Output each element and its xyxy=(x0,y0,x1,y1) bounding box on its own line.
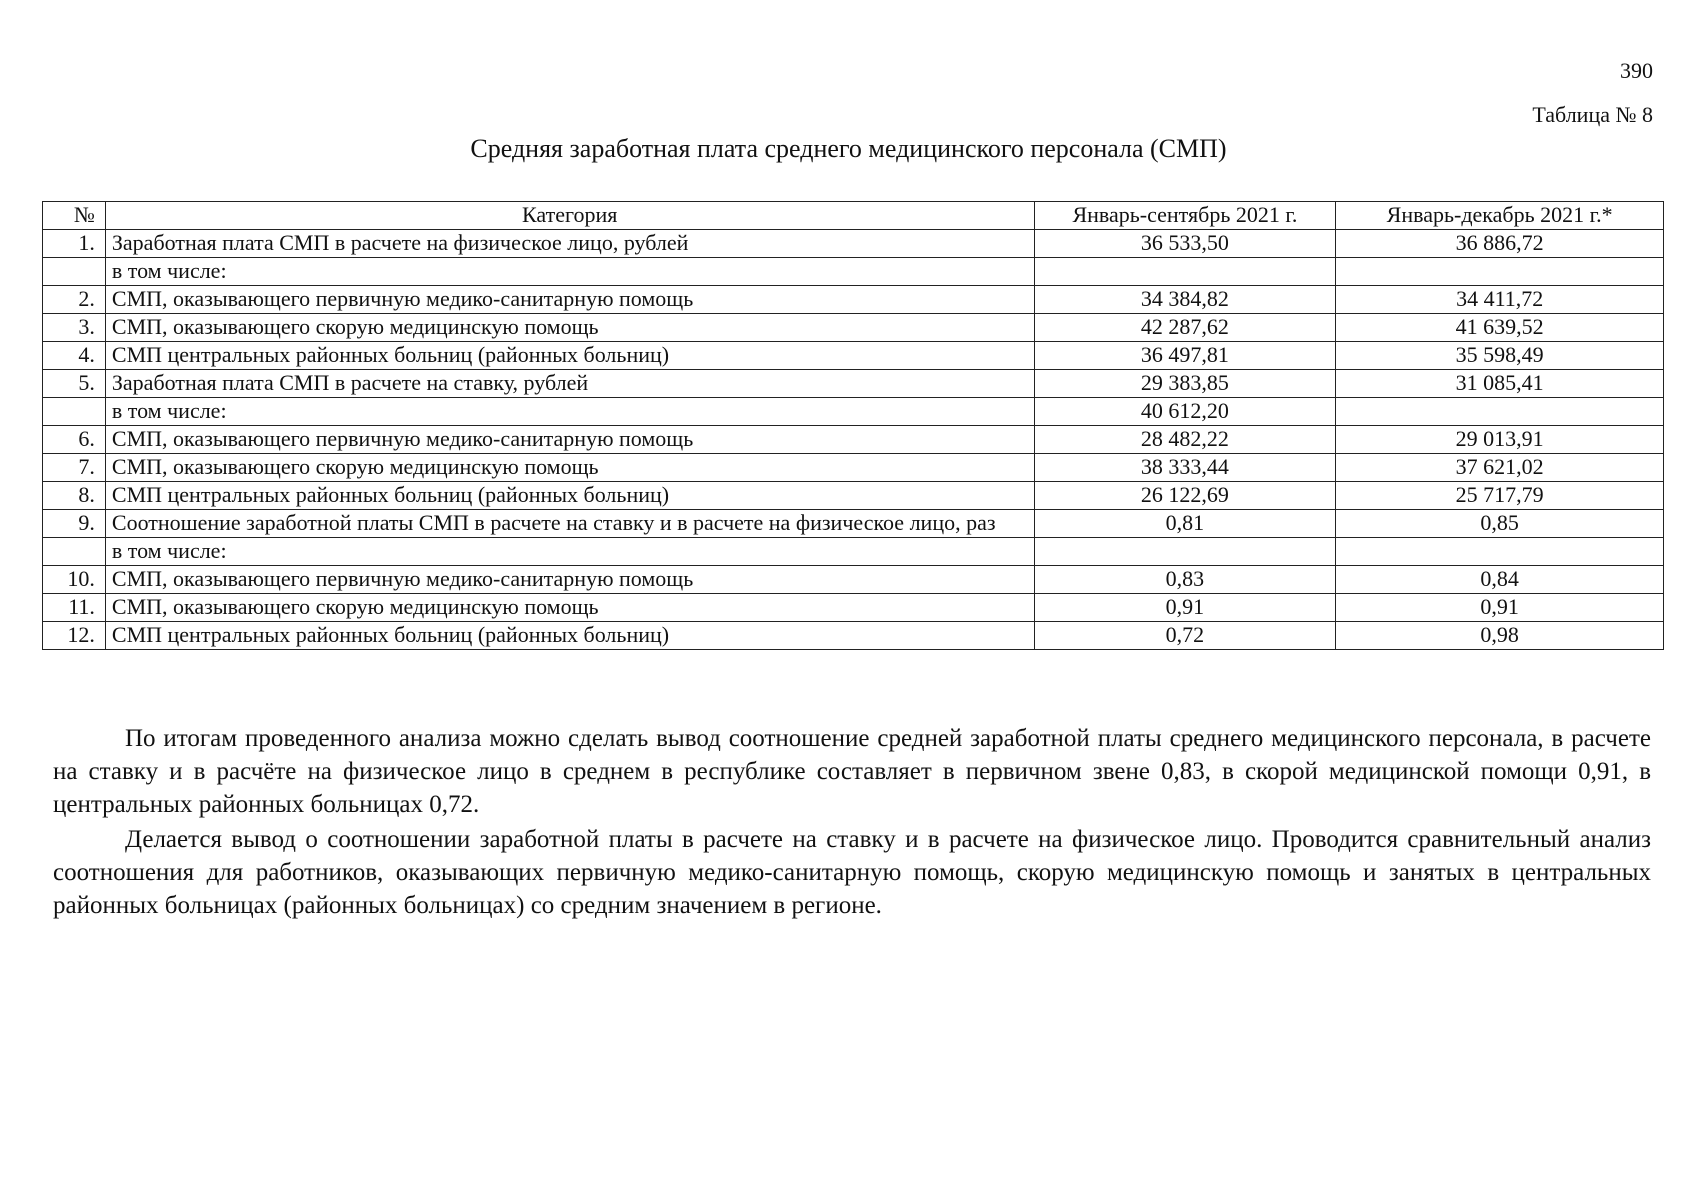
table-row xyxy=(43,398,1664,426)
salary-table xyxy=(42,201,1664,650)
row-number: 3. xyxy=(43,314,106,342)
analysis-text xyxy=(53,722,1651,924)
row-number xyxy=(43,258,106,286)
row-category: СМП центральных районных больниц (районных больниц) xyxy=(105,622,1034,650)
table-label: Таблица № 8 xyxy=(1532,102,1653,127)
row-value-jan-sep: 36 497,81 xyxy=(1034,342,1336,370)
row-value-jan-sep: 28 482,22 xyxy=(1034,426,1336,454)
row-value-jan-sep: 38 333,44 xyxy=(1034,454,1336,482)
row-value-jan-dec xyxy=(1336,398,1664,426)
row-category: в том числе: xyxy=(105,538,1034,566)
table-row xyxy=(43,370,1664,398)
table-row xyxy=(43,314,1664,342)
header-jan-sep: Январь-сентябрь 2021 г. xyxy=(1034,202,1336,230)
row-value-jan-dec: 25 717,79 xyxy=(1336,482,1664,510)
paragraph-comparison: Делается вывод о соотношении заработной платы в расчете на ставку и в расчете на физическое лицо. Проводится сравнительный анализ соотношения для работников, оказывающих первичную медико-санитарную помощь, скорую медицинскую помощь и занятых в центральных районных больницах (районных больницах) со средним значением в регионе. xyxy=(53,826,1651,919)
row-category: СМП, оказывающего первичную медико-санитарную помощь xyxy=(105,566,1034,594)
row-value-jan-sep xyxy=(1034,538,1336,566)
table-row xyxy=(43,622,1664,650)
page-number: 390 xyxy=(1620,58,1653,83)
row-value-jan-sep: 34 384,82 xyxy=(1034,286,1336,314)
table-row xyxy=(43,426,1664,454)
row-value-jan-sep: 40 612,20 xyxy=(1034,398,1336,426)
row-number: 12. xyxy=(43,622,106,650)
table-body xyxy=(43,230,1664,650)
document-title: Средняя заработная плата среднего медицинского персонала (СМП) xyxy=(470,134,1227,163)
row-category: СМП, оказывающего скорую медицинскую помощь xyxy=(105,454,1034,482)
row-category: СМП, оказывающего скорую медицинскую помощь xyxy=(105,594,1034,622)
header-number: № xyxy=(43,202,106,230)
row-value-jan-dec: 34 411,72 xyxy=(1336,286,1664,314)
table-row xyxy=(43,454,1664,482)
table-row xyxy=(43,482,1664,510)
table-row xyxy=(43,566,1664,594)
row-category: СМП центральных районных больниц (районных больниц) xyxy=(105,482,1034,510)
row-category: Заработная плата СМП в расчете на ставку, рублей xyxy=(105,370,1034,398)
row-value-jan-dec: 31 085,41 xyxy=(1336,370,1664,398)
row-value-jan-sep: 0,81 xyxy=(1034,510,1336,538)
row-value-jan-sep: 0,72 xyxy=(1034,622,1336,650)
row-value-jan-dec: 0,98 xyxy=(1336,622,1664,650)
row-category: Соотношение заработной платы СМП в расчете на ставку и в расчете на физическое лицо, раз xyxy=(105,510,1034,538)
row-value-jan-dec: 0,85 xyxy=(1336,510,1664,538)
row-number: 4. xyxy=(43,342,106,370)
header-jan-dec: Январь-декабрь 2021 г.* xyxy=(1336,202,1664,230)
row-category: СМП, оказывающего скорую медицинскую помощь xyxy=(105,314,1034,342)
row-number: 5. xyxy=(43,370,106,398)
row-value-jan-dec: 37 621,02 xyxy=(1336,454,1664,482)
row-value-jan-dec xyxy=(1336,538,1664,566)
table-row xyxy=(43,538,1664,566)
row-value-jan-sep: 42 287,62 xyxy=(1034,314,1336,342)
row-value-jan-sep: 0,83 xyxy=(1034,566,1336,594)
row-category: СМП, оказывающего первичную медико-санитарную помощь xyxy=(105,426,1034,454)
row-category: Заработная плата СМП в расчете на физическое лицо, рублей xyxy=(105,230,1034,258)
table-row xyxy=(43,230,1664,258)
row-category: СМП центральных районных больниц (районных больниц) xyxy=(105,342,1034,370)
row-number: 11. xyxy=(43,594,106,622)
table-row xyxy=(43,258,1664,286)
row-number: 8. xyxy=(43,482,106,510)
row-number xyxy=(43,538,106,566)
row-number xyxy=(43,398,106,426)
table-row xyxy=(43,510,1664,538)
row-value-jan-sep: 26 122,69 xyxy=(1034,482,1336,510)
row-number: 9. xyxy=(43,510,106,538)
row-value-jan-dec: 36 886,72 xyxy=(1336,230,1664,258)
row-value-jan-dec: 41 639,52 xyxy=(1336,314,1664,342)
row-number: 2. xyxy=(43,286,106,314)
header-category: Категория xyxy=(105,202,1034,230)
table-header-row xyxy=(43,202,1664,230)
paragraph-conclusion: По итогам проведенного анализа можно сделать вывод соотношение средней заработной платы среднего медицинского персонала, в расчете на ставку и в расчёте на физическое лицо в среднем в республике составляет в первичном звене 0,83, в скорой медицинской помощи 0,91, в центральных районных больницах 0,72. xyxy=(53,725,1651,818)
row-value-jan-dec: 35 598,49 xyxy=(1336,342,1664,370)
table-row xyxy=(43,286,1664,314)
row-number: 1. xyxy=(43,230,106,258)
row-category: в том числе: xyxy=(105,398,1034,426)
row-number: 10. xyxy=(43,566,106,594)
row-value-jan-dec xyxy=(1336,258,1664,286)
row-value-jan-sep: 0,91 xyxy=(1034,594,1336,622)
row-category: СМП, оказывающего первичную медико-санитарную помощь xyxy=(105,286,1034,314)
table-row xyxy=(43,594,1664,622)
row-number: 7. xyxy=(43,454,106,482)
row-value-jan-sep: 36 533,50 xyxy=(1034,230,1336,258)
row-value-jan-dec: 0,91 xyxy=(1336,594,1664,622)
row-category: в том числе: xyxy=(105,258,1034,286)
row-value-jan-sep: 29 383,85 xyxy=(1034,370,1336,398)
row-number: 6. xyxy=(43,426,106,454)
table-row xyxy=(43,342,1664,370)
row-value-jan-dec: 29 013,91 xyxy=(1336,426,1664,454)
row-value-jan-dec: 0,84 xyxy=(1336,566,1664,594)
row-value-jan-sep xyxy=(1034,258,1336,286)
